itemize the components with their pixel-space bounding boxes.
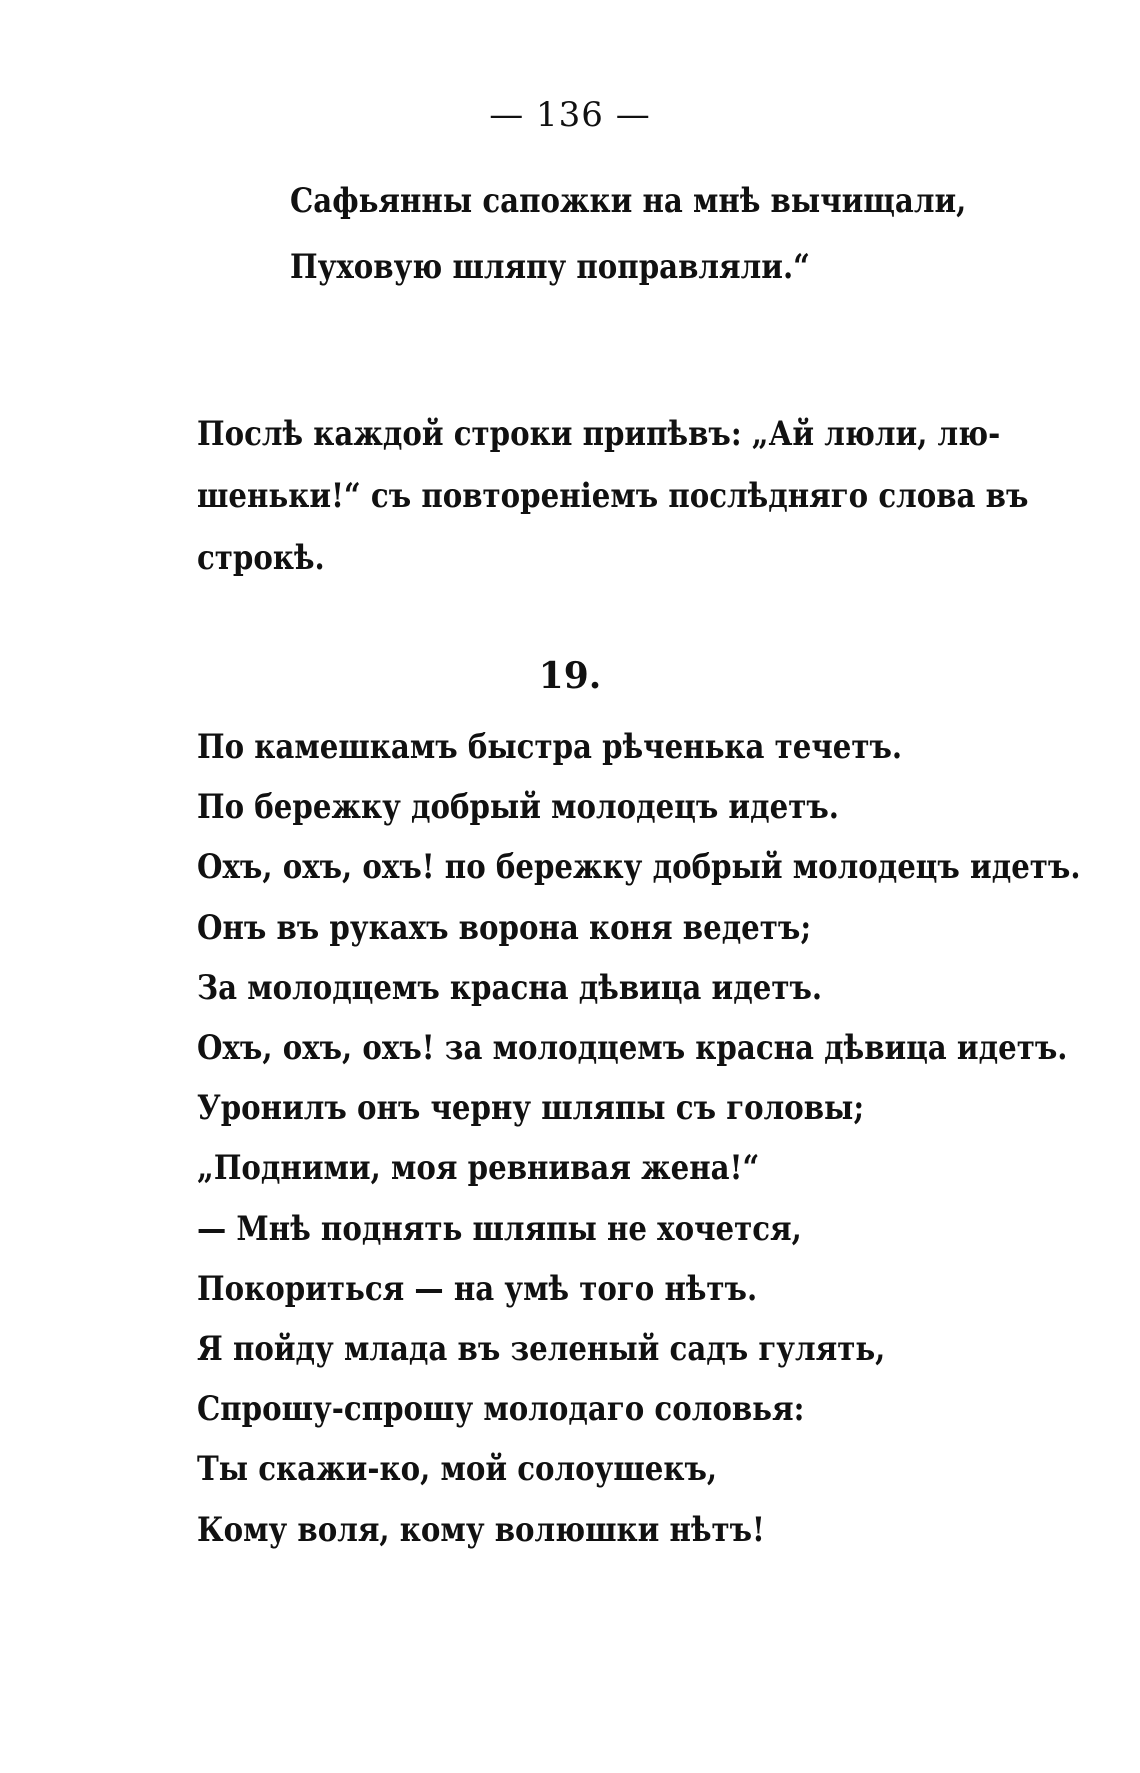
verse-line: Пуховую шляпу поправляли.“ [290, 247, 810, 287]
song-line: Спрошу-спрошу молодаго соловья: [197, 1389, 805, 1430]
song-line: Ты скажи-ко, мой солоушекъ, [197, 1449, 718, 1490]
song-line: По камешкамъ быстра рѣченька течетъ. [197, 727, 903, 767]
song-line: Охъ, охъ, охъ! за молодцемъ красна дѣвица идетъ. [197, 1028, 1068, 1069]
song-line: Кому воля, кому волюшки нѣтъ! [197, 1509, 765, 1550]
song-line: Охъ, охъ, охъ! по бережку добрый молодецъ идетъ. [197, 847, 1081, 888]
song-line: За молодцемъ красна дѣвица идетъ. [197, 967, 823, 1008]
verse-top [290, 168, 966, 300]
song-line: — Мнѣ поднять шляпы не хочется, [197, 1208, 802, 1249]
song-line: Онъ въ рукахъ ворона коня ведетъ; [197, 907, 812, 948]
song-text [197, 717, 1140, 1560]
song-number: 19. [538, 655, 602, 697]
page-number: — 136 — [489, 95, 651, 135]
song-line: Я пойду млада въ зеленый садъ гулять, [197, 1329, 886, 1370]
song-line: „Подними, моя ревнивая жена!“ [197, 1148, 760, 1189]
song-line: Уронилъ онъ черну шляпы съ головы; [197, 1088, 865, 1129]
song-line: По бережку добрый молодецъ идетъ. [197, 787, 839, 828]
song-line: Покориться — на умѣ того нѣтъ. [197, 1268, 758, 1309]
note-line: строкѣ. [197, 538, 325, 578]
verse-line: Сафьянны сапожки на мнѣ вычищали, [290, 181, 967, 221]
note-line: шеньки!“ съ повторенiемъ послѣдняго слова въ [197, 476, 1029, 516]
note-line: Послѣ каждой строки припѣвъ: „Ай люли, лю- [197, 414, 1001, 454]
refrain-note [197, 403, 1037, 589]
